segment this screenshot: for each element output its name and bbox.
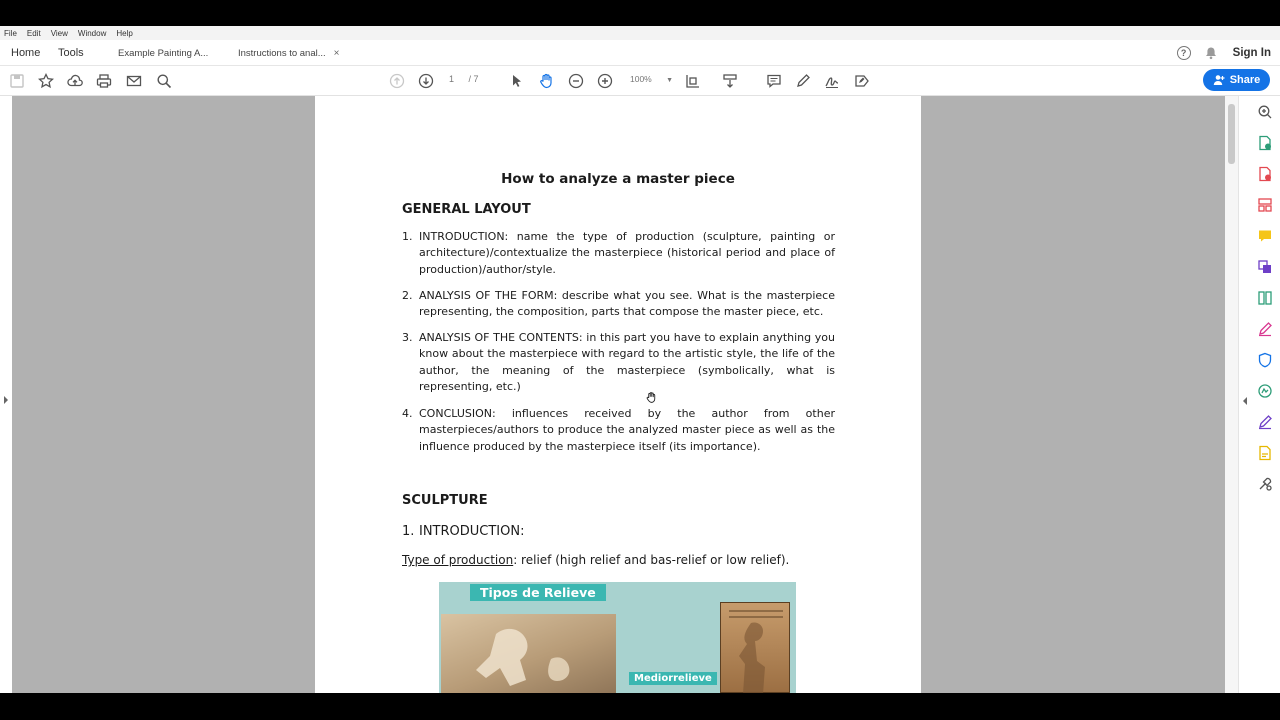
page-current[interactable]: 1 bbox=[449, 74, 455, 84]
zoom-level-select[interactable] bbox=[630, 74, 673, 84]
tab-tools[interactable]: Tools bbox=[58, 47, 84, 59]
list-item-number: 4. bbox=[402, 407, 413, 420]
print-icon[interactable] bbox=[95, 72, 113, 90]
request-signature-icon[interactable] bbox=[1257, 383, 1273, 399]
type-of-production-value: : relief (high relief and bas-relief or low relief). bbox=[513, 553, 790, 567]
edit-pdf-icon[interactable] bbox=[1257, 414, 1273, 430]
search-icon[interactable] bbox=[155, 72, 173, 90]
menu-view[interactable]: View bbox=[50, 28, 68, 38]
list-item-number: 3. bbox=[402, 331, 413, 344]
page-fit-icon[interactable] bbox=[684, 72, 702, 90]
list-item-text: CONCLUSION: influences received by the author from other masterpieces/authors to produce the analyzed master piece as well as the influence produced by the masterpiece itself (its importance). bbox=[419, 407, 835, 453]
comment-tool-icon[interactable] bbox=[1257, 228, 1273, 244]
protect-shield-icon[interactable] bbox=[1257, 352, 1273, 368]
fill-sign-icon[interactable] bbox=[853, 72, 871, 90]
collapse-right-panel-icon[interactable] bbox=[1242, 397, 1248, 405]
select-cursor-icon[interactable] bbox=[508, 72, 526, 90]
menu-window[interactable]: Window bbox=[77, 28, 107, 38]
relief-sculpture-icon bbox=[441, 614, 616, 693]
high-relief-image bbox=[441, 614, 616, 693]
list-item-number: 2. bbox=[402, 289, 413, 302]
organize-pages-icon[interactable] bbox=[1257, 197, 1273, 213]
intro-label: INTRODUCTION: bbox=[419, 524, 525, 539]
pen-icon[interactable] bbox=[794, 72, 812, 90]
share-button[interactable] bbox=[1203, 69, 1270, 91]
page-number-indicator[interactable] bbox=[449, 74, 479, 84]
email-icon[interactable] bbox=[125, 72, 143, 90]
bell-icon[interactable] bbox=[1204, 46, 1218, 60]
scroll-mode-icon[interactable] bbox=[721, 72, 739, 90]
help-icon[interactable]: ? bbox=[1177, 46, 1191, 60]
menu-edit[interactable]: Edit bbox=[26, 28, 41, 38]
list-item bbox=[402, 330, 835, 395]
zoom-out-icon[interactable] bbox=[567, 72, 585, 90]
header-actions bbox=[1177, 40, 1280, 66]
list-item bbox=[402, 229, 835, 278]
scan-ocr-icon[interactable] bbox=[1257, 445, 1273, 461]
list-item-text: INTRODUCTION: name the type of production (sculpture, painting or architecture)/contextualize the masterpiece (historical period and place of production)/author/style. bbox=[419, 230, 835, 276]
figure-title: Tipos de Relieve bbox=[470, 584, 606, 601]
tab-instructions-label: Instructions to anal... bbox=[238, 47, 326, 59]
chevron-down-icon: ▼ bbox=[666, 77, 674, 84]
bas-relief-image bbox=[720, 602, 790, 693]
list-item bbox=[402, 406, 835, 455]
list-item-text: ANALYSIS OF THE FORM: describe what you see. What is the masterpiece representing, the composition, parts that compose the master piece, etc. bbox=[419, 289, 835, 319]
menu-help[interactable]: Help bbox=[116, 28, 133, 38]
left-panel-strip bbox=[0, 96, 12, 693]
menu-file[interactable]: File bbox=[4, 28, 17, 38]
sign-icon[interactable] bbox=[823, 72, 841, 90]
zoom-level-value: 100% bbox=[630, 74, 652, 84]
sign-in-button[interactable]: Sign In bbox=[1232, 47, 1271, 59]
upload-cloud-icon[interactable] bbox=[66, 72, 84, 90]
intro-number: 1. bbox=[402, 524, 415, 539]
egyptian-relief-icon bbox=[721, 603, 791, 693]
figure-sublabel: Mediorrelieve bbox=[629, 672, 717, 685]
page-total: / 7 bbox=[468, 74, 479, 84]
list-item-text: ANALYSIS OF THE CONTENTS: in this part you have to explain anything you know about the masterpiece with regard to the artistic style, the life of the author, the meaning of the masterpiece (symbolically, what is representing, etc.) bbox=[419, 331, 835, 393]
bottom-letterbox bbox=[0, 693, 1280, 720]
type-of-production-label: Type of production bbox=[402, 553, 514, 567]
tab-instructions[interactable] bbox=[238, 40, 340, 66]
list-item bbox=[402, 288, 835, 321]
type-of-production-line bbox=[402, 553, 789, 567]
section-heading-sculpture: SCULPTURE bbox=[402, 493, 488, 508]
fill-and-sign-icon[interactable] bbox=[1257, 321, 1273, 337]
document-title: How to analyze a master piece bbox=[501, 171, 735, 187]
add-user-icon bbox=[1213, 74, 1225, 86]
tab-bar bbox=[0, 40, 1280, 66]
list-item-number: 1. bbox=[402, 230, 413, 243]
section-heading-general-layout: GENERAL LAYOUT bbox=[402, 202, 531, 217]
compare-files-icon[interactable] bbox=[1257, 290, 1273, 306]
next-page-icon[interactable] bbox=[417, 72, 435, 90]
export-pdf-icon[interactable] bbox=[1257, 166, 1273, 182]
prev-page-icon[interactable] bbox=[388, 72, 406, 90]
tab-home[interactable]: Home bbox=[11, 47, 41, 59]
intro-heading bbox=[402, 524, 525, 539]
combine-files-icon[interactable] bbox=[1257, 259, 1273, 275]
create-pdf-icon[interactable] bbox=[1257, 135, 1273, 151]
zoom-in-icon[interactable] bbox=[596, 72, 614, 90]
vertical-scrollbar[interactable] bbox=[1225, 96, 1238, 693]
more-tools-icon[interactable] bbox=[1257, 476, 1273, 492]
tab-example-painting[interactable]: Example Painting A... bbox=[118, 47, 209, 59]
star-icon[interactable] bbox=[37, 72, 55, 90]
zoom-search-icon[interactable] bbox=[1257, 104, 1273, 120]
right-tools-panel bbox=[1238, 96, 1280, 693]
menu-bar bbox=[0, 26, 1280, 40]
hand-cursor-icon bbox=[645, 391, 657, 404]
main-toolbar bbox=[0, 66, 1280, 96]
pdf-page[interactable] bbox=[315, 96, 921, 693]
close-tab-icon[interactable]: × bbox=[333, 47, 340, 59]
save-icon[interactable] bbox=[8, 72, 26, 90]
relief-types-figure bbox=[439, 582, 796, 693]
share-button-label: Share bbox=[1229, 74, 1261, 86]
expand-left-panel-icon[interactable] bbox=[3, 396, 9, 404]
hand-tool-icon[interactable] bbox=[537, 72, 555, 90]
scrollbar-thumb[interactable] bbox=[1228, 104, 1235, 164]
comment-icon[interactable] bbox=[765, 72, 783, 90]
